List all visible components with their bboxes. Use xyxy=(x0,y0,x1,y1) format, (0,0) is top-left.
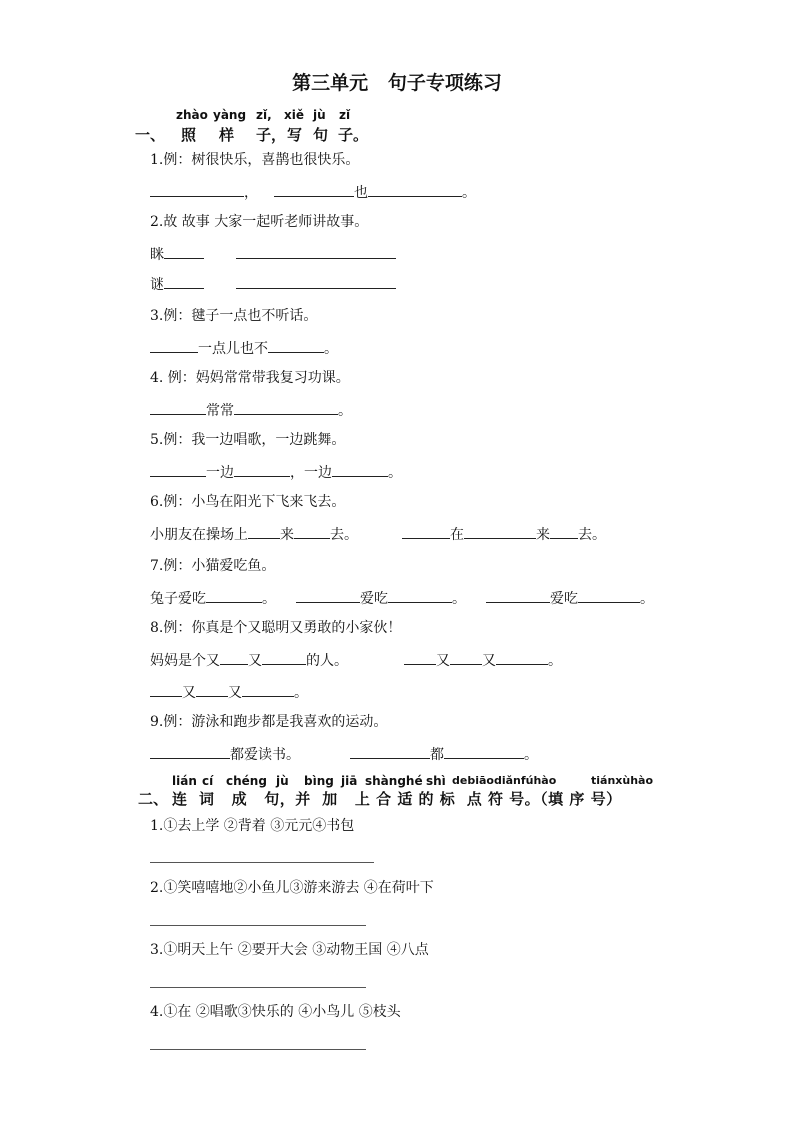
blank[interactable] xyxy=(150,462,206,477)
section1-pinyin-1: yàng xyxy=(213,108,247,122)
section1-char-3: 写 xyxy=(287,126,303,144)
blank[interactable] xyxy=(332,462,388,477)
s2-q2-answer-line[interactable] xyxy=(150,925,366,926)
q9-answer-line xyxy=(150,744,538,765)
word: 一点儿也不 xyxy=(198,341,268,357)
punct: 。 xyxy=(324,341,338,357)
punct: 。 xyxy=(524,747,538,763)
q8-answer-line1 xyxy=(150,650,562,671)
q5-example: 5.例：我一边唱歌，一边跳舞。 xyxy=(150,432,346,448)
word: 一边 xyxy=(206,465,234,481)
punct: 。 xyxy=(640,591,654,607)
blank[interactable] xyxy=(206,588,262,603)
section1-pinyin-2: zǐ, xyxy=(256,108,272,122)
blank[interactable] xyxy=(578,588,640,603)
word: 来 xyxy=(536,527,550,543)
blank[interactable] xyxy=(234,462,290,477)
word: 又 xyxy=(228,685,242,701)
blank[interactable] xyxy=(262,650,306,665)
blank[interactable] xyxy=(236,244,396,259)
word: 去。 xyxy=(330,527,358,543)
blank[interactable] xyxy=(220,650,248,665)
s2-q3-answer-line[interactable] xyxy=(150,987,366,988)
blank[interactable] xyxy=(150,744,230,759)
section2-pinyin-9: tiánxùhào xyxy=(591,774,654,787)
blank[interactable] xyxy=(486,588,550,603)
section1-char-1: 样 xyxy=(219,126,235,144)
section2-pinyin-6: shànghé xyxy=(365,774,423,788)
q3-example: 3.例：毽子一点也不听话。 xyxy=(150,308,318,324)
q5-answer-line xyxy=(150,462,402,483)
section2-heading: 连 词 成 句，并 加 上 合 适 的 标 点 符 号。（填 序 号） xyxy=(172,790,622,808)
q7-example: 7.例：小猫爱吃鱼。 xyxy=(150,558,276,574)
blank[interactable] xyxy=(274,182,354,197)
blank[interactable] xyxy=(350,744,430,759)
word: 小朋友在操场上 xyxy=(150,527,248,543)
word: 又 xyxy=(248,653,262,669)
q6-example: 6.例：小鸟在阳光下飞来飞去。 xyxy=(150,494,346,510)
section1-char-2: 子， xyxy=(256,126,287,144)
q9-example: 9.例：游泳和跑步都是我喜欢的运动。 xyxy=(150,714,388,730)
blank[interactable] xyxy=(444,744,524,759)
word: 眯 xyxy=(150,247,164,263)
punct: 。 xyxy=(388,465,402,481)
word: 又 xyxy=(482,653,496,669)
blank[interactable] xyxy=(496,650,548,665)
s2-q3: 3.①明天上午 ②要开大会 ③动物王国 ④八点 xyxy=(150,942,429,958)
section2-pinyin-7: shì xyxy=(426,774,446,788)
section1-char-0: 照 xyxy=(181,126,197,144)
punct: 。 xyxy=(548,653,562,669)
s2-q4-answer-line[interactable] xyxy=(150,1049,366,1050)
section1-pinyin-3: xiě xyxy=(284,108,304,122)
blank[interactable] xyxy=(296,588,360,603)
blank[interactable] xyxy=(402,524,450,539)
blank[interactable] xyxy=(150,400,206,415)
blank[interactable] xyxy=(294,524,330,539)
word: 都 xyxy=(430,747,444,763)
punct: 。 xyxy=(262,591,276,607)
blank[interactable] xyxy=(150,182,244,197)
q8-answer-line2 xyxy=(150,682,308,703)
word: 都爱读书。 xyxy=(230,747,300,763)
q2-head: 2.故 故事 大家一起听老师讲故事。 xyxy=(150,214,369,230)
word: 兔子爱吃 xyxy=(150,591,206,607)
section1-pinyin-5: zǐ xyxy=(339,108,351,122)
blank[interactable] xyxy=(236,274,396,289)
word: 的人。 xyxy=(306,653,348,669)
q1-answer-line xyxy=(150,182,476,203)
section2-pinyin-2: chéng xyxy=(226,774,267,788)
s2-q2: 2.①笑嘻嘻地②小鱼儿③游来游去 ④在荷叶下 xyxy=(150,880,434,896)
q2-line2 xyxy=(150,274,396,295)
blank[interactable] xyxy=(450,650,482,665)
s2-q1: 1.①去上学 ②背着 ③元元④书包 xyxy=(150,818,355,834)
section1-char-4: 句 xyxy=(313,126,329,144)
q2-line1 xyxy=(150,244,396,265)
section2-pinyin-8: debiāodiǎnfúhào xyxy=(452,774,557,787)
punct: 。 xyxy=(338,403,352,419)
punct: 。 xyxy=(462,185,476,201)
blank[interactable] xyxy=(268,338,324,353)
section2-pinyin-4: bìng xyxy=(304,774,334,788)
blank[interactable] xyxy=(164,274,204,289)
q7-answer-line xyxy=(150,588,654,609)
blank[interactable] xyxy=(368,182,462,197)
blank[interactable] xyxy=(404,650,436,665)
word: 去。 xyxy=(578,527,606,543)
blank[interactable] xyxy=(150,338,198,353)
q1-example: 1.例：树很快乐，喜鹊也很快乐。 xyxy=(150,152,360,168)
word: 常常 xyxy=(206,403,234,419)
blank[interactable] xyxy=(248,524,280,539)
section1-pinyin-0: zhào xyxy=(176,108,208,122)
word: 爱吃 xyxy=(360,591,388,607)
q6-answer-line xyxy=(150,524,606,545)
blank[interactable] xyxy=(550,524,578,539)
word: 妈妈是个又 xyxy=(150,653,220,669)
word: 爱吃 xyxy=(550,591,578,607)
blank[interactable] xyxy=(388,588,452,603)
q3-answer-line xyxy=(150,338,338,359)
q4-example: 4. 例：妈妈常常带我复习功课。 xyxy=(150,370,350,386)
section2-pinyin-5: jiā xyxy=(341,774,358,788)
blank[interactable] xyxy=(464,524,536,539)
punct: ， xyxy=(244,185,258,201)
section2-pinyin-1: cí xyxy=(202,774,214,788)
blank[interactable] xyxy=(234,400,338,415)
q8-example: 8.例：你真是个又聪明又勇敢的小家伙！ xyxy=(150,620,402,636)
word: 在 xyxy=(450,527,464,543)
word: 来 xyxy=(280,527,294,543)
section1-number: 一、 xyxy=(135,126,166,144)
q4-answer-line xyxy=(150,400,352,421)
word: 又 xyxy=(182,685,196,701)
blank[interactable] xyxy=(196,682,228,697)
section1-char-5: 子。 xyxy=(338,126,369,144)
punct: 。 xyxy=(294,685,308,701)
blank[interactable] xyxy=(242,682,294,697)
section2-pinyin-0: lián xyxy=(172,774,197,788)
section2-pinyin-3: jù xyxy=(276,774,289,788)
word: ，一边 xyxy=(290,465,332,481)
word: 也 xyxy=(354,185,368,201)
punct: 。 xyxy=(452,591,466,607)
page-title: 第三单元 句子专项练习 xyxy=(292,72,502,94)
blank[interactable] xyxy=(164,244,204,259)
s2-q1-answer-line[interactable] xyxy=(150,862,374,863)
section2-number: 二、 xyxy=(138,790,169,808)
section1-pinyin-4: jù xyxy=(313,108,326,122)
word: 又 xyxy=(436,653,450,669)
blank[interactable] xyxy=(150,682,182,697)
word: 谜 xyxy=(150,277,164,293)
s2-q4: 4.①在 ②唱歌③快乐的 ④小鸟儿 ⑤枝头 xyxy=(150,1004,401,1020)
